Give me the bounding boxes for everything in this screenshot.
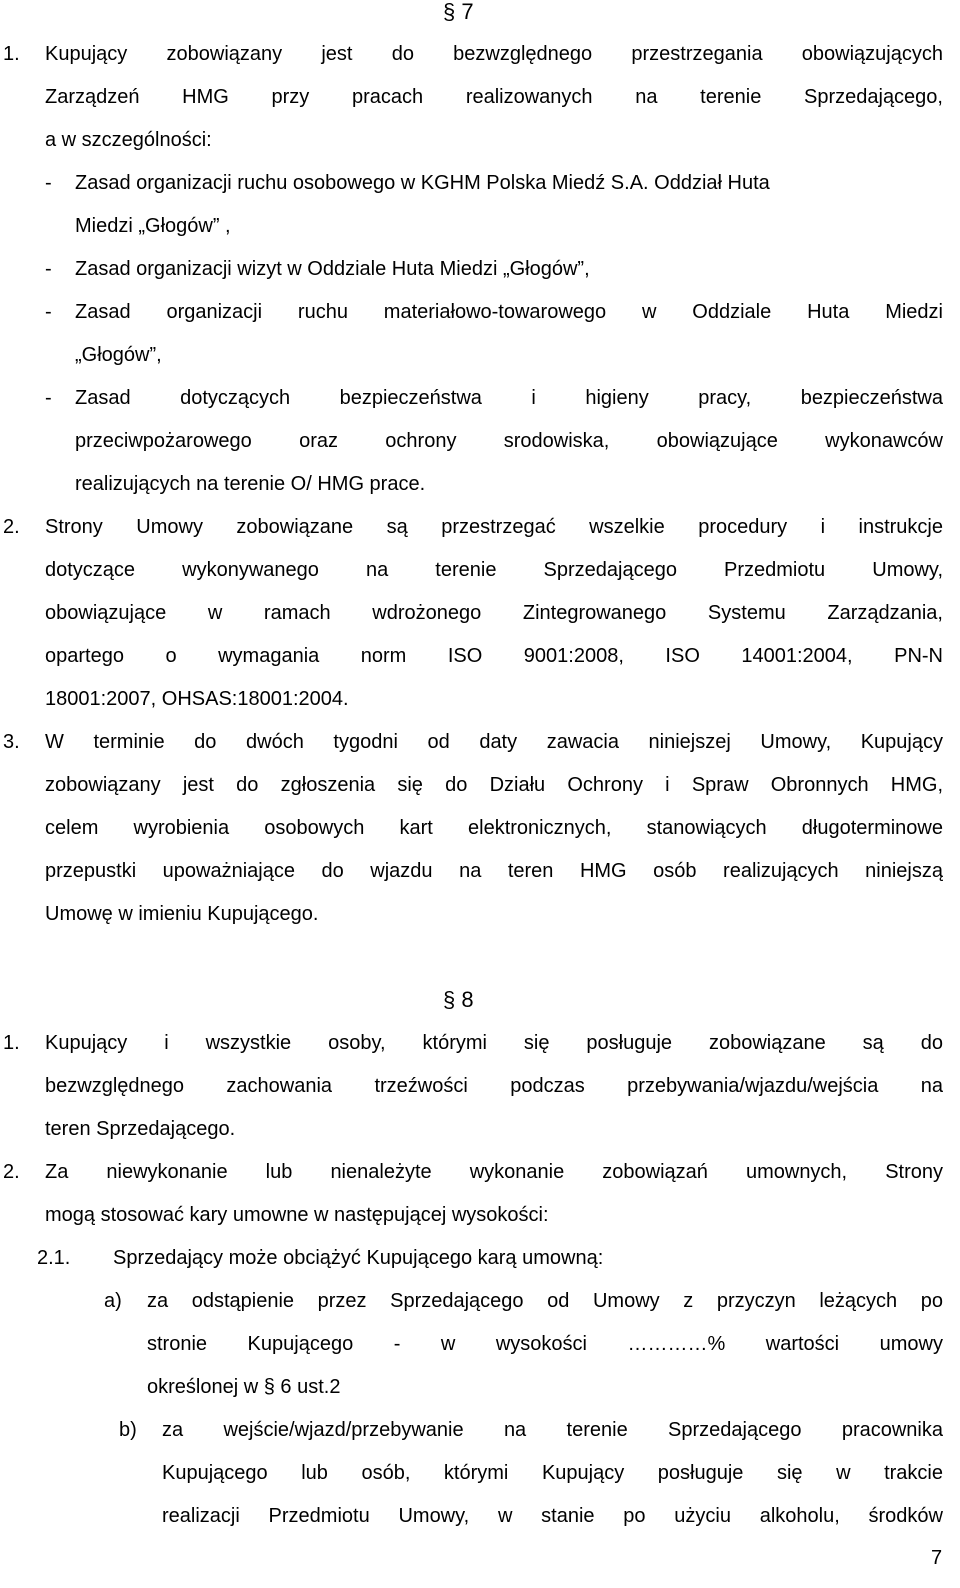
bullet-line: przeciwpożarowego oraz ochrony srodowiska, obowiązujące wykonawców bbox=[75, 430, 943, 452]
bullet-dash: - bbox=[45, 301, 52, 323]
paragraph-line: Strony Umowy zobowiązane są przestrzegać wszelkie procedury i instrukcje bbox=[45, 516, 943, 538]
bullet-line: „Głogów”, bbox=[75, 344, 162, 366]
subparagraph-text: Sprzedający może obciążyć Kupującego karą umowną: bbox=[113, 1247, 604, 1269]
item-label: a) bbox=[104, 1290, 122, 1312]
page-number: 7 bbox=[931, 1547, 943, 1569]
paragraph-line: Zarządzeń HMG przy pracach realizowanych na terenie Sprzedającego, bbox=[45, 86, 943, 108]
item-line: realizacji Przedmiotu Umowy, w stanie po użyciu alkoholu, środków bbox=[162, 1505, 943, 1527]
paragraph-line: Za niewykonanie lub nienależyte wykonanie zobowiązań umownych, Strony bbox=[45, 1161, 943, 1183]
item-label: b) bbox=[119, 1419, 137, 1441]
paragraph-number: 1. bbox=[3, 1032, 20, 1054]
paragraph-line: teren Sprzedającego. bbox=[45, 1118, 236, 1140]
paragraph-line: Kupujący i wszystkie osoby, którymi się posługuje zobowiązane są do bbox=[45, 1032, 943, 1054]
paragraph-line: 18001:2007, OHSAS:18001:2004. bbox=[45, 688, 349, 710]
item-line: za wejście/wjazd/przebywanie na terenie Sprzedającego pracownika bbox=[162, 1419, 943, 1441]
paragraph-line: W terminie do dwóch tygodni od daty zawacia niniejszej Umowy, Kupujący bbox=[45, 731, 943, 753]
bullet-line: Miedzi „Głogów” , bbox=[75, 215, 231, 237]
section-8-heading: § 8 bbox=[443, 987, 474, 1012]
bullet-dash: - bbox=[45, 387, 52, 409]
item-line: za odstąpienie przez Sprzedającego od Umowy z przyczyn leżących po bbox=[147, 1290, 943, 1312]
paragraph-line: a w szczególności: bbox=[45, 129, 212, 151]
paragraph-line: dotyczące wykonywanego na terenie Sprzedającego Przedmiotu Umowy, bbox=[45, 559, 943, 581]
paragraph-line: Kupujący zobowiązany jest do bezwzględnego przestrzegania obowiązujących bbox=[45, 43, 943, 65]
section-7-heading: § 7 bbox=[443, 0, 474, 24]
paragraph-number: 3. bbox=[3, 731, 20, 753]
paragraph-number: 1. bbox=[3, 43, 20, 65]
bullet-dash: - bbox=[45, 172, 52, 194]
paragraph-line: obowiązujące w ramach wdrożonego Zintegrowanego Systemu Zarządzania, bbox=[45, 602, 943, 624]
paragraph-number: 2. bbox=[3, 1161, 20, 1183]
bullet-line: Zasad organizacji wizyt w Oddziale Huta Miedzi „Głogów”, bbox=[75, 258, 590, 280]
bullet-line: Zasad dotyczących bezpieczeństwa i higieny pracy, bezpieczeństwa bbox=[75, 387, 943, 409]
item-line: stronie Kupującego - w wysokości …………% wartości umowy bbox=[147, 1333, 943, 1355]
bullet-line: Zasad organizacji ruchu osobowego w KGHM Polska Miedź S.A. Oddział Huta bbox=[75, 172, 770, 194]
paragraph-line: mogą stosować kary umowne w następującej wysokości: bbox=[45, 1204, 549, 1226]
paragraph-line: opartego o wymagania norm ISO 9001:2008, ISO 14001:2004, PN-N bbox=[45, 645, 943, 667]
paragraph-number: 2. bbox=[3, 516, 20, 538]
paragraph-line: bezwzględnego zachowania trzeźwości podczas przebywania/wjazdu/wejścia na bbox=[45, 1075, 943, 1097]
item-line: określonej w § 6 ust.2 bbox=[147, 1376, 341, 1398]
item-line: Kupującego lub osób, którymi Kupujący posługuje się w trakcie bbox=[162, 1462, 943, 1484]
paragraph-line: Umowę w imieniu Kupującego. bbox=[45, 903, 319, 925]
subparagraph-number: 2.1. bbox=[37, 1247, 71, 1269]
paragraph-line: przepustki upoważniające do wjazdu na teren HMG osób realizujących niniejszą bbox=[45, 860, 943, 882]
paragraph-line: celem wyrobienia osobowych kart elektronicznych, stanowiących długoterminowe bbox=[45, 817, 943, 839]
bullet-line: Zasad organizacji ruchu materiałowo-towarowego w Oddziale Huta Miedzi bbox=[75, 301, 943, 323]
bullet-line: realizujących na terenie O/ HMG prace. bbox=[75, 473, 426, 495]
bullet-dash: - bbox=[45, 258, 52, 280]
paragraph-line: zobowiązany jest do zgłoszenia się do Działu Ochrony i Spraw Obronnych HMG, bbox=[45, 774, 943, 796]
